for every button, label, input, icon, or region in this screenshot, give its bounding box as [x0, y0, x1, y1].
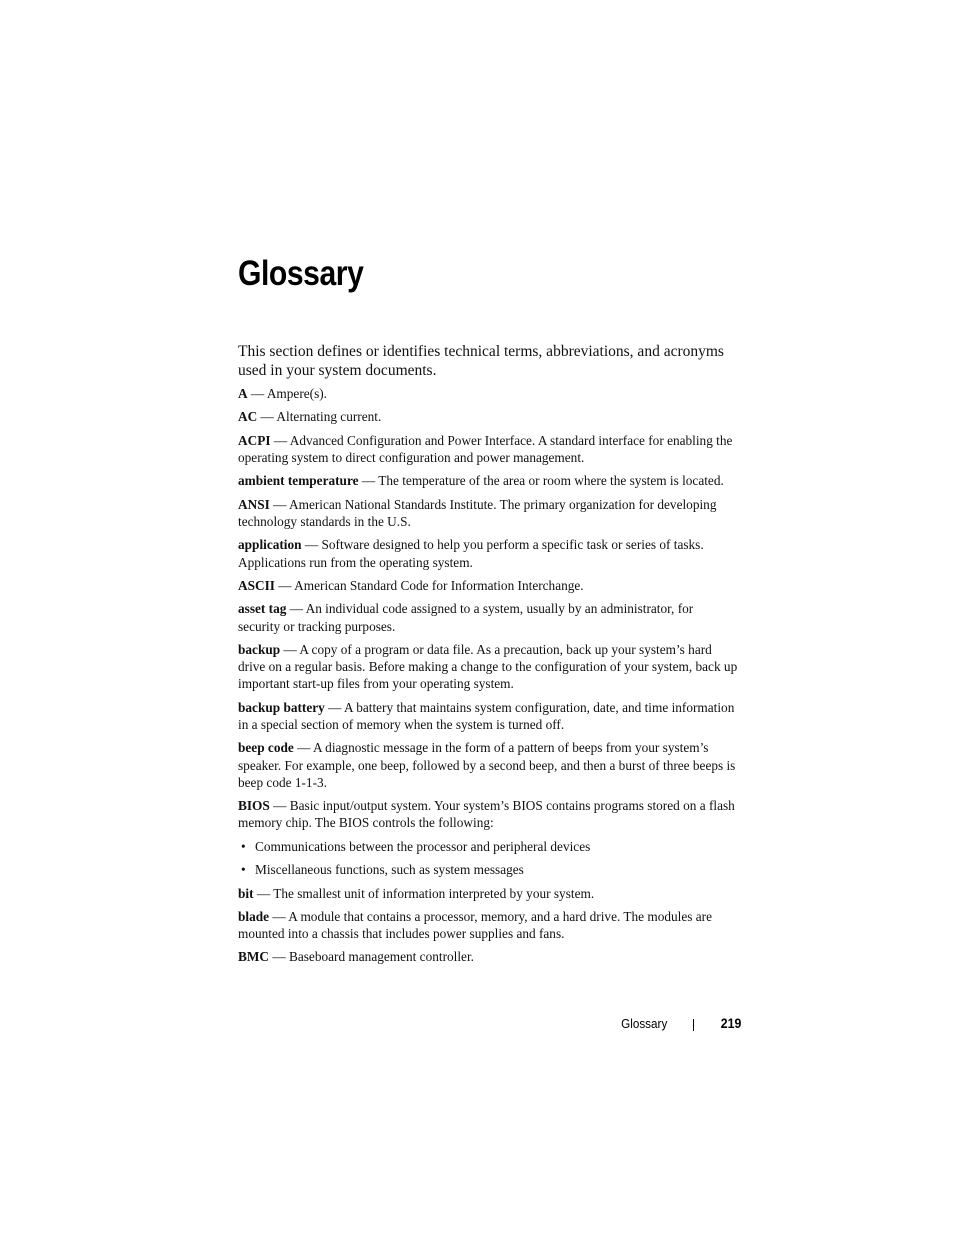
list-item [238, 838, 738, 855]
glossary-term: ASCII [238, 577, 275, 593]
glossary-term: bit [238, 885, 254, 901]
glossary-term: beep code [238, 740, 294, 756]
glossary-term: BMC [238, 949, 270, 965]
glossary-entry-backup [238, 641, 738, 693]
glossary-entry-bit [238, 885, 738, 902]
glossary-definition: — American National Standards Institute. The primary organization for developing technology standards in the U.S. [238, 496, 717, 529]
glossary-entry-ambient-temperature [238, 472, 738, 489]
glossary-term: ambient temperature [238, 473, 359, 489]
glossary-entry-bios [238, 797, 738, 831]
bullet-icon: • [241, 862, 246, 878]
glossary-term: backup [238, 641, 281, 657]
page-title: Glossary [238, 254, 364, 293]
glossary-entry-ac [238, 408, 738, 425]
glossary-definition: — The smallest unit of information interpreted by your system. [253, 885, 595, 901]
glossary-term: AC [238, 409, 258, 425]
glossary-definition: — The temperature of the area or room where the system is located. [358, 473, 724, 489]
bullet-text: Communications between the processor and peripheral devices [255, 838, 591, 854]
glossary-term: BIOS [238, 798, 270, 814]
bullet-icon: • [241, 838, 246, 854]
glossary-definition: — Basic input/output system. Your system’s BIOS contains programs stored on a flash memory chip. The BIOS controls the following: [238, 798, 735, 831]
glossary-entry-a [238, 385, 738, 402]
glossary-term: application [238, 537, 302, 553]
glossary-definition: — A diagnostic message in the form of a pattern of beeps from your system’s speaker. For example, one beep, followed by a second beep, and then a burst of three beeps is beep code 1-1-3. [238, 740, 736, 790]
footer-divider [693, 1019, 694, 1031]
glossary-entry-application [238, 536, 738, 570]
bios-bullet-list [238, 838, 738, 879]
page-footer [0, 1014, 742, 1034]
page-number: 219 [720, 1015, 741, 1031]
glossary-entry-asset-tag [238, 600, 738, 634]
list-item [238, 861, 738, 878]
bullet-text: Miscellaneous functions, such as system messages [255, 862, 524, 878]
glossary-definition: — A battery that maintains system configuration, date, and time information in a special section of memory when the system is turned off. [238, 699, 735, 732]
glossary-entry-acpi [238, 432, 738, 466]
glossary-term: ANSI [238, 496, 270, 512]
glossary-term: ACPI [238, 432, 271, 448]
glossary-definition: — Baseboard management controller. [269, 949, 474, 965]
glossary-definition: — A copy of a program or data file. As a precaution, back up your system’s hard drive on a regular basis. Before making a change to the configuration of your system, back up important start-up files from your operating system. [238, 641, 738, 692]
intro-paragraph: This section defines or identifies technical terms, abbreviations, and acronyms used in your system documents. [238, 343, 724, 379]
glossary-entry-ascii [238, 577, 738, 594]
glossary-content [238, 343, 738, 972]
glossary-term: blade [238, 908, 270, 924]
footer-section-name: Glossary [620, 1016, 667, 1031]
glossary-definition: — American Standard Code for Information Interchange. [274, 577, 584, 593]
glossary-term: A [238, 386, 248, 401]
glossary-definition: — Advanced Configuration and Power Interface. A standard interface for enabling the operating system to direct configuration and power management. [238, 432, 733, 465]
glossary-entry-bmc [238, 948, 738, 965]
glossary-definition: — Alternating current. [257, 409, 382, 425]
glossary-entry-ansi [238, 496, 738, 530]
glossary-term: asset tag [238, 601, 287, 617]
glossary-definition: — Software designed to help you perform a specific task or series of tasks. Applications run from the operating system. [238, 537, 704, 570]
glossary-entry-backup-battery [238, 699, 738, 733]
glossary-definition: — Ampere(s). [247, 386, 328, 401]
glossary-definition: — A module that contains a processor, memory, and a hard drive. The modules are mounted into a chassis that includes power supplies and fans. [238, 908, 712, 942]
glossary-entry-beep-code [238, 739, 738, 791]
glossary-definition: — An individual code assigned to a system, usually by an administrator, for security or tracking purposes. [238, 601, 694, 634]
glossary-term: backup battery [238, 699, 325, 715]
glossary-entry-blade [238, 908, 738, 942]
